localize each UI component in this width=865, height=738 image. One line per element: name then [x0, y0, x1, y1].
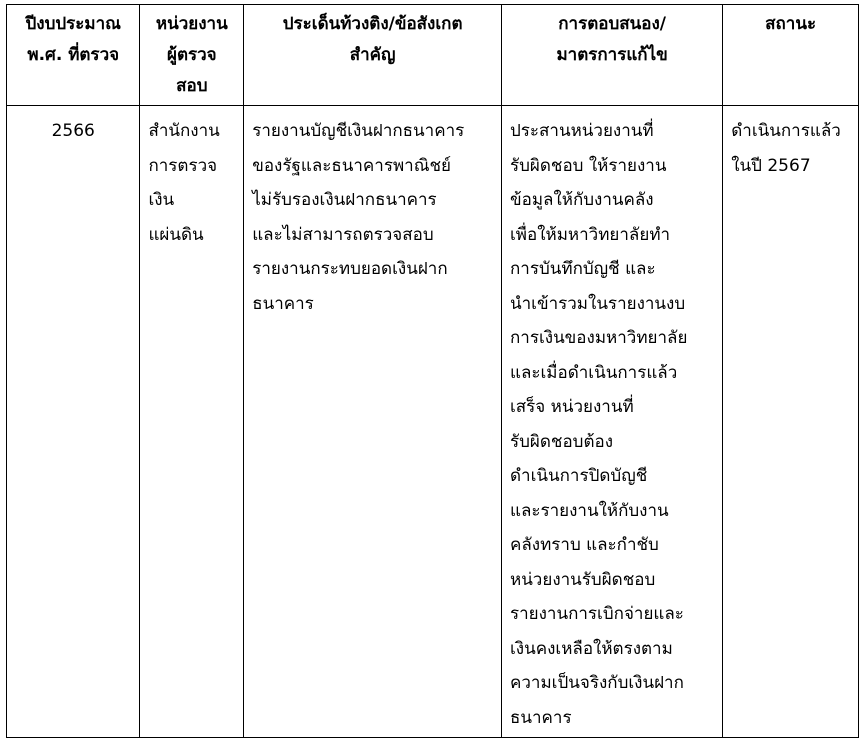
header-row: [7, 5, 859, 106]
cell-key-issues: รายงานบัญชีเงินฝากธนาคาร ของรัฐและธนาคารพาณิชย์ ไม่รับรองเงินฝากธนาคาร และไม่สามารถตรวจสอบ รายงานกระทบยอดเงินฝาก ธนาคาร: [244, 106, 502, 738]
header-status: สถานะ: [723, 5, 859, 106]
cell-status: ดำเนินการแล้ว ในปี 2567: [723, 106, 859, 738]
header-audit-agency: หน่วยงาน ผู้ตรวจ สอบ: [140, 5, 244, 106]
header-key-issues: ประเด็นท้วงติง/ข้อสังเกต สำคัญ: [244, 5, 502, 106]
table-row: [7, 106, 859, 738]
cell-fiscal-year: 2566: [7, 106, 140, 738]
header-response-measures: การตอบสนอง/ มาตรการแก้ไข: [501, 5, 722, 106]
cell-audit-agency: สำนักงาน การตรวจ เงิน แผ่นดิน: [140, 106, 244, 738]
header-fiscal-year: ปีงบประมาณ พ.ศ. ที่ตรวจ: [7, 5, 140, 106]
cell-response-measures: ประสานหน่วยงานที่ รับผิดชอบ ให้รายงาน ข้อมูลให้กับงานคลัง เพื่อให้มหาวิทยาลัยทำ การบันทึกบัญชี และ นำเข้ารวมในรายงานงบ การเงินของมหาวิทยาลัย และเมื่อดำเนินการแล้ว เสร็จ หน่วยงานที่ รับผิดชอบต้อง ดำเนินการปิดบัญชี และรายงานให้กับงาน คลังทราบ และกำชับ หน่วยงานรับผิดชอบ รายงานการเบิกจ่ายและ เงินคงเหลือให้ตรงตาม ความเป็นจริงกับเงินฝาก ธนาคาร: [501, 106, 722, 738]
audit-findings-table: [6, 4, 859, 738]
